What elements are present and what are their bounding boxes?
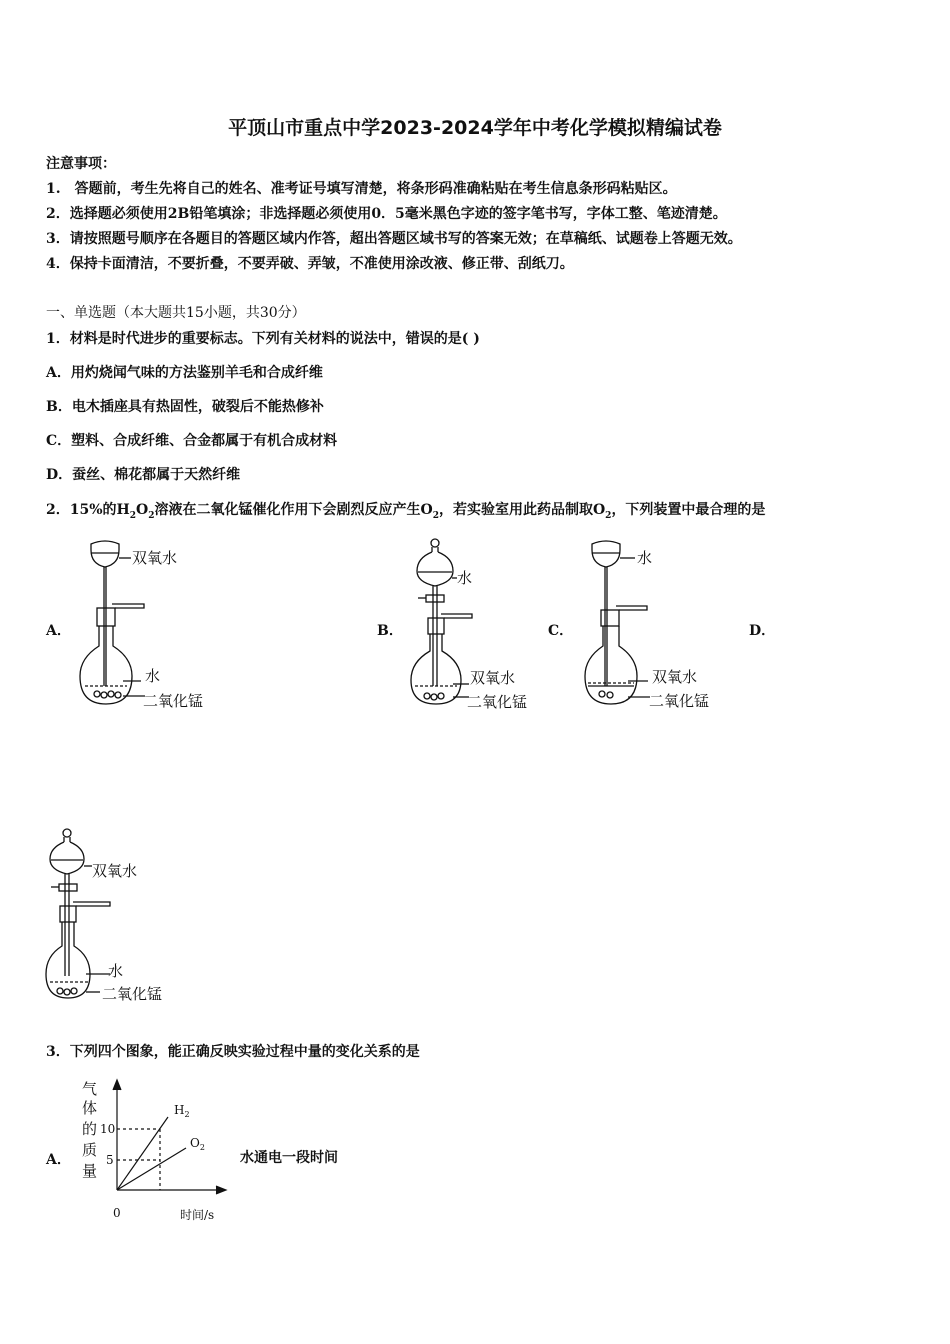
- notice-heading: 注意事项：: [46, 156, 116, 172]
- label-d-top: 双氧水: [92, 862, 138, 880]
- origin-label: 0: [113, 1206, 121, 1220]
- question-2-option-d-label: D．: [749, 623, 776, 639]
- label-a-top: 双氧水: [132, 549, 178, 567]
- tick-5: 5: [106, 1153, 114, 1167]
- y-label-char: 体: [82, 1099, 98, 1117]
- tick-10: 10: [100, 1122, 116, 1136]
- question-3-option-a-label: A．: [46, 1152, 71, 1168]
- apparatus-d-figure: [40, 826, 200, 1006]
- apparatus-a-figure: [75, 536, 225, 716]
- label-a-bottom: 二氧化锰: [143, 692, 204, 710]
- y-label-char: 气: [82, 1080, 98, 1098]
- series-o2-line: [117, 1148, 186, 1190]
- y-axis-arrow: [113, 1080, 121, 1090]
- x-axis-arrow: [216, 1186, 226, 1194]
- label-c-bottom: 二氧化锰: [649, 692, 710, 710]
- series-h2-label: $H_2$: [174, 1103, 190, 1119]
- notice-item: 4．保持卡面清洁，不要折叠，不要弄破、弄皱，不准使用涂改液、修正带、刮纸刀。: [46, 256, 574, 272]
- notice-item: 1. 答题前，考生先将自己的姓名、准考证号填写清楚，将条形码准确粘贴在考生信息条形码粘贴区。: [46, 181, 677, 197]
- label-b-mid: 双氧水: [470, 669, 516, 687]
- label-c-top: 水: [637, 549, 653, 567]
- label-a-mid: 水: [145, 667, 161, 685]
- apparatus-b-figure: [405, 536, 555, 716]
- y-label-char: 量: [82, 1162, 98, 1180]
- label-d-mid: 水: [108, 962, 124, 980]
- section-heading: 一、单选题（本大题共15小题，共30分）: [46, 305, 306, 321]
- notice-item: 3．请按照题号顺序在各题目的答题区域内作答，超出答题区域书写的答案无效；在草稿纸、试题卷上答题无效。: [46, 231, 742, 247]
- question-3-stem: 3．下列四个图象，能正确反映实验过程中量的变化关系的是: [46, 1044, 420, 1060]
- question-1-option-a: A．用灼烧闻气味的方法鉴别羊毛和合成纤维: [46, 365, 323, 381]
- x-axis-label: 时间/s: [180, 1208, 215, 1222]
- question-1-option-c: C．塑料、合成纤维、合金都属于有机合成材料: [46, 433, 338, 449]
- question-1-stem: 1．材料是时代进步的重要标志。下列有关材料的说法中，错误的是( ): [46, 331, 480, 347]
- apparatus-c-figure: [580, 536, 730, 716]
- electrolysis-graph: [70, 1072, 240, 1227]
- notice-item: 2．选择题必须使用2B铅笔填涂；非选择题必须使用0．5毫米黑色字迹的签字笔书写，字体工整、笔迹清楚。: [46, 206, 727, 222]
- question-1-option-d: D．蚕丝、棉花都属于天然纤维: [46, 467, 241, 483]
- question-2-stem: 2．15%的$H_2O_2$溶液在二氧化锰催化作用下会剧烈反应产生$O_2$，若实验室用此药品制取$O_2$，下列装置中最合理的是: [46, 502, 766, 521]
- question-3-option-a-text: 水通电一段时间: [240, 1150, 338, 1166]
- label-d-bottom: 二氧化锰: [102, 985, 163, 1003]
- question-2-option-b-label: B．: [377, 623, 403, 639]
- label-c-mid: 双氧水: [652, 668, 698, 686]
- page-title: 平顶山市重点中学2023-2024学年中考化学模拟精编试卷: [228, 117, 722, 139]
- series-o2-label: $O_2$: [190, 1136, 205, 1152]
- label-b-top: 水: [457, 569, 473, 587]
- question-1-option-b: B．电木插座具有热固性，破裂后不能热修补: [46, 399, 324, 415]
- y-label-char: 的: [82, 1120, 98, 1138]
- question-2-option-c-label: C．: [548, 623, 574, 639]
- label-b-bottom: 二氧化锰: [467, 693, 528, 711]
- question-2-option-a-label: A．: [46, 623, 71, 639]
- y-label-char: 质: [82, 1141, 98, 1159]
